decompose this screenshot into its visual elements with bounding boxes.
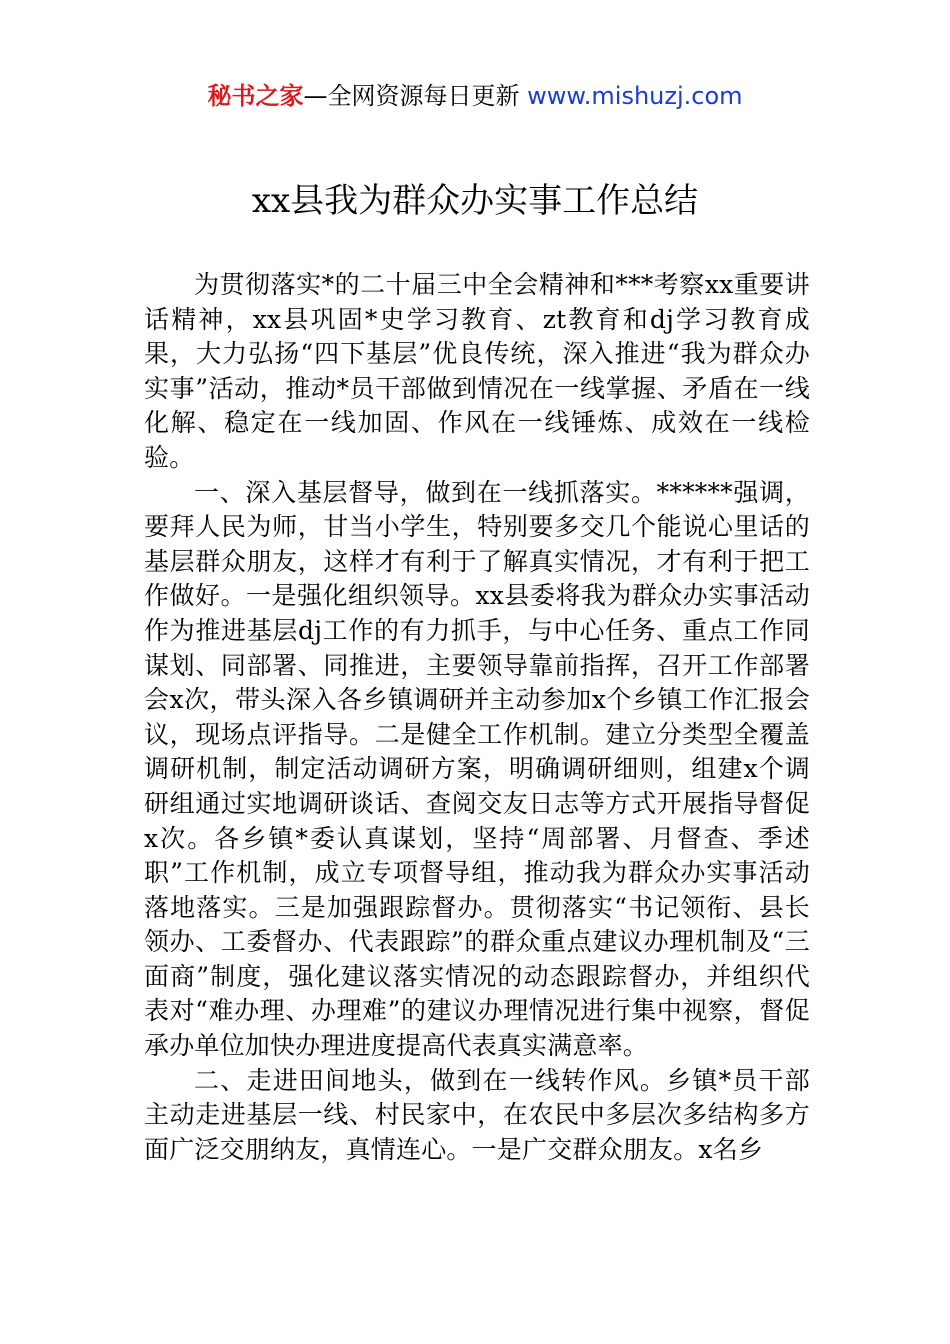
site-tagline: —全网资源每日更新 bbox=[303, 82, 528, 110]
site-header bbox=[0, 80, 950, 112]
paragraph-section-1: 一、深入基层督导，做到在一线抓落实。******强调，要拜人民为师，甘当小学生，特别要多交几个能说心里话的基层群众朋友，这样才有利于了解真实情况，才有利于把工作做好。一是强化组织领导。xx县委将我为群众办实事活动作为推进基层dj工作的有力抓手，与中心任务、重点工作同谋划、同部署、同推进，主要领导靠前指挥，召开工作部署会x次，带头深入各乡镇调研并主动参加x个乡镇工作汇报会议，现场点评指导。二是健全工作机制。建立分类型全覆盖调研机制，制定活动调研方案，明确调研细则，组建x个调研组通过实地调研谈话、查阅交友日志等方式开展指导督促x次。各乡镇*委认真谋划，坚持“周部署、月督查、季述职”工作机制，成立专项督导组，推动我为群众办实事活动落地落实。三是加强跟踪督办。贯彻落实“书记领衔、县长领办、工委督办、代表跟踪”的群众重点建议办理机制及“三面商”制度，强化建议落实情况的动态跟踪督办，并组织代表对“难办理、办理难”的建议办理情况进行集中视察，督促承办单位加快办理进度提高代表真实满意率。 bbox=[144, 477, 810, 1061]
document-title: xx县我为群众办实事工作总结 bbox=[251, 181, 699, 221]
paragraph-intro: 为贯彻落实*的二十届三中全会精神和***考察xx重要讲话精神，xx县巩固*史学习教育、zt教育和dj学习教育成果，大力弘扬“四下基层”优良传统，深入推进“我为群众办实事”活动，推动*员干部做到情况在一线掌握、矛盾在一线化解、稳定在一线加固、作风在一线锤炼、成效在一线检验。 bbox=[144, 270, 810, 472]
document-body bbox=[144, 268, 810, 1167]
paragraph-section-2: 二、走进田间地头，做到在一线转作风。乡镇*员干部主动走进基层一线、村民家中，在农民中多层次多结构多方面广泛交朋纳友，真情连心。一是广交群众朋友。x名乡 bbox=[144, 1065, 810, 1164]
site-brand: 秘书之家 bbox=[207, 82, 304, 110]
site-url-link[interactable]: www.mishuzj.com bbox=[527, 82, 743, 110]
